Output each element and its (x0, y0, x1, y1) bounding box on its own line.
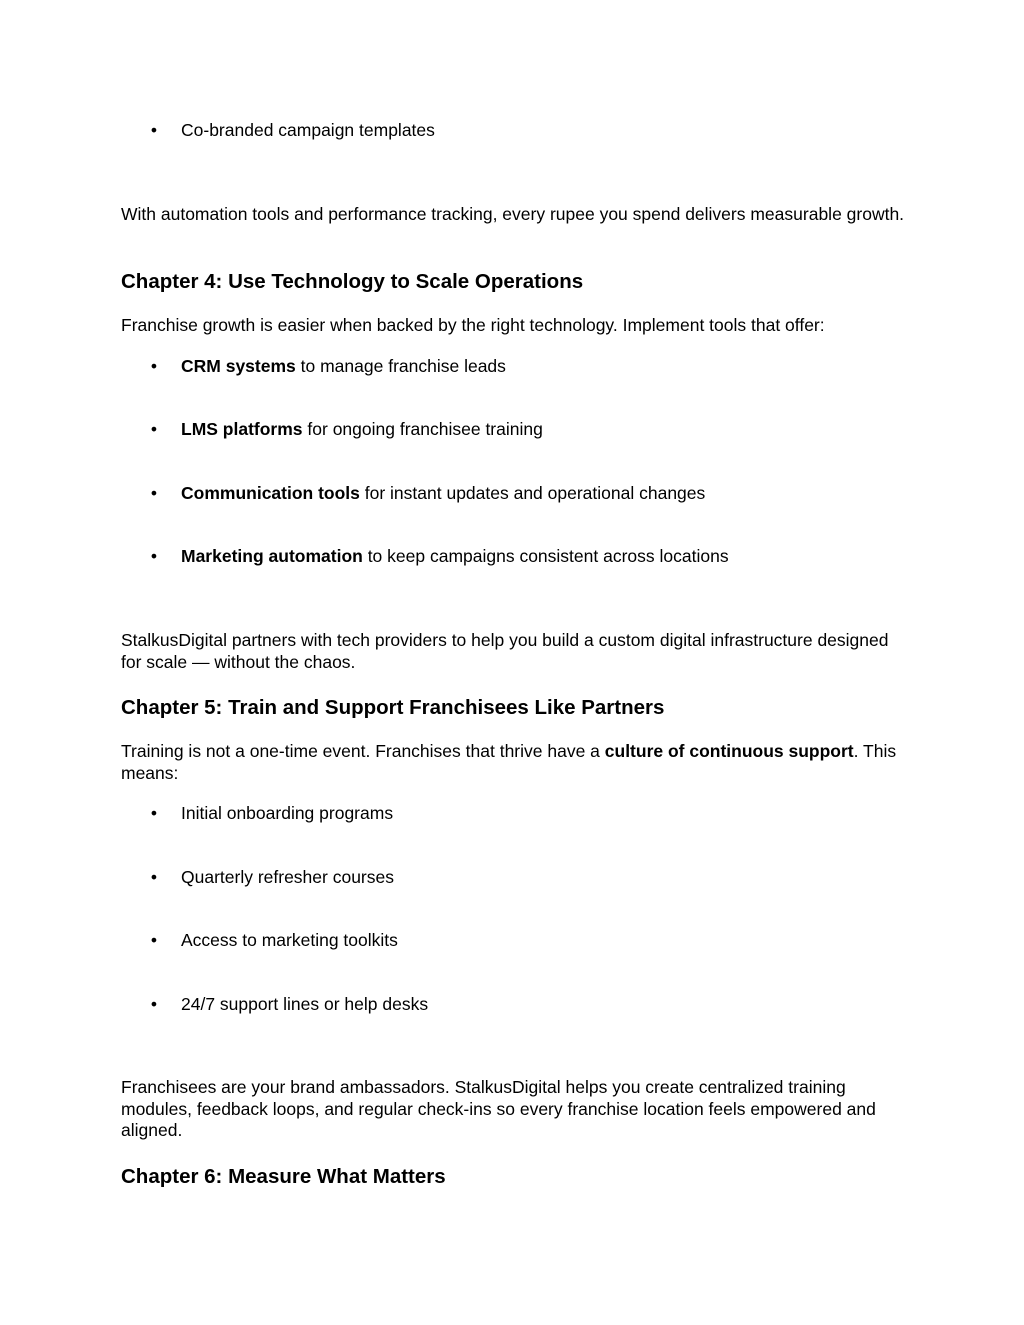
list-item-text: Access to marketing toolkits (181, 930, 398, 950)
list-item-text: 24/7 support lines or help desks (181, 994, 429, 1014)
bullet-icon: • (150, 803, 158, 823)
chapter-5-intro-after: . This means: (121, 741, 897, 783)
list-item-text (181, 419, 543, 441)
list-item-bold: LMS platforms (181, 419, 303, 439)
chapter-5-intro (121, 741, 911, 784)
bullet-icon: • (150, 867, 158, 887)
list-item-text: Quarterly refresher courses (181, 867, 394, 887)
chapter-4-closing: StalkusDigital partners with tech providers to help you build a custom digital infrastructure designed for scale — without the chaos. (121, 630, 889, 672)
bullet-icon: • (150, 356, 158, 376)
bullet-icon: • (150, 483, 158, 503)
list-item-rest: for ongoing franchisee training (302, 419, 543, 439)
list-item-text: Co-branded campaign templates (181, 120, 435, 140)
chapter-6-heading: Chapter 6: Measure What Matters (121, 1165, 446, 1188)
chapter-5-closing: Franchisees are your brand ambassadors. StalkusDigital helps you create centralized training modules, feedback loops, and regular check-ins so every franchise location feels empowered and aligned. (121, 1077, 876, 1140)
list-item-rest: to manage franchise leads (295, 356, 506, 376)
chapter-5-intro-bold: culture of continuous support (604, 741, 854, 761)
list-item-text (181, 356, 506, 378)
bullet-icon: • (150, 930, 158, 950)
paragraph-automation: With automation tools and performance tracking, every rupee you spend delivers measurable growth. (121, 204, 905, 224)
bullet-icon: • (150, 546, 158, 566)
bullet-icon: • (150, 120, 158, 140)
list-item-text (181, 546, 729, 568)
list-item-bold: CRM systems (181, 356, 296, 376)
chapter-4-intro: Franchise growth is easier when backed by the right technology. Implement tools that offer: (121, 315, 825, 335)
list-item-bold: Communication tools (181, 483, 360, 503)
list-item-text (181, 483, 705, 505)
bullet-icon: • (150, 994, 158, 1014)
list-item-bold: Marketing automation (181, 546, 363, 566)
chapter-5-heading: Chapter 5: Train and Support Franchisees Like Partners (121, 696, 665, 719)
list-item-rest: to keep campaigns consistent across locations (362, 546, 729, 566)
list-item-text: Initial onboarding programs (181, 803, 394, 823)
list-item-rest: for instant updates and operational changes (359, 483, 706, 503)
chapter-4-heading: Chapter 4: Use Technology to Scale Operations (121, 270, 584, 293)
chapter-5-intro-before: Training is not a one-time event. Franchises that thrive have a (121, 741, 605, 761)
bullet-icon: • (150, 419, 158, 439)
